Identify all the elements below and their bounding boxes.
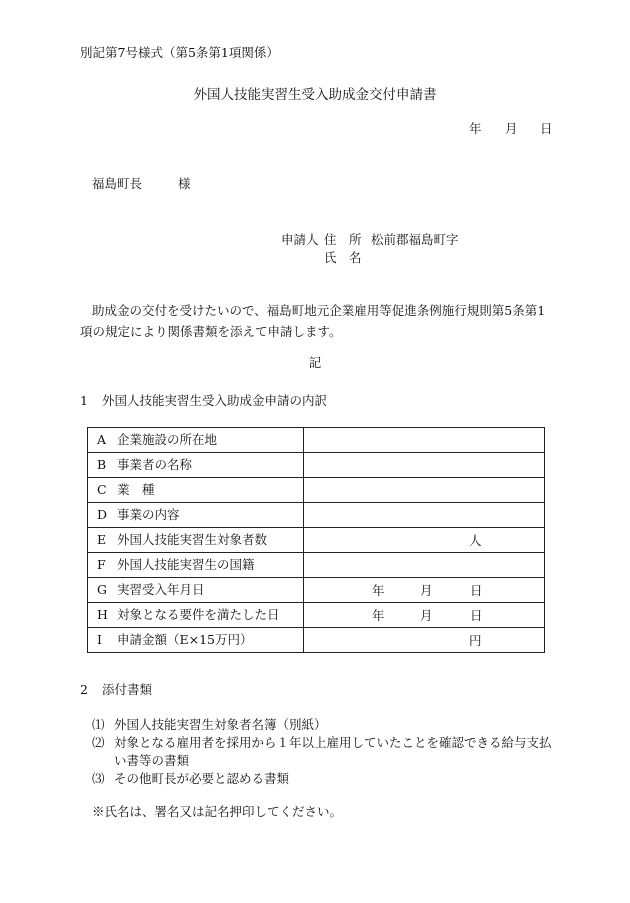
row-label-cell: [88, 628, 304, 653]
date-day: 日: [540, 121, 553, 136]
addressee-name: 福島町長: [92, 176, 143, 191]
document-title: 外国人技能実習生受入助成金交付申請書: [193, 87, 437, 103]
row-label-cell: [88, 528, 304, 553]
attachment-list: [92, 716, 552, 788]
row-letter: F: [97, 556, 106, 572]
date-month-label: 月: [420, 583, 433, 598]
row-value-cell[interactable]: [304, 478, 545, 503]
section-1-number: 1: [80, 393, 88, 408]
table-row: [88, 553, 545, 578]
row-letter: D: [97, 506, 108, 522]
ki-heading: 記: [308, 355, 322, 370]
breakdown-table: [87, 427, 545, 653]
date-year-label: 年: [372, 608, 385, 623]
row-label-cell: [88, 553, 304, 578]
row-label-cell: [88, 428, 304, 453]
row-label: 申請金額（E×15万円）: [117, 631, 253, 647]
section-1-title: 外国人技能実習生受入助成金申請の内訳: [102, 393, 328, 408]
date-month-label: 月: [420, 608, 433, 623]
applicant-label: 申請人: [281, 232, 319, 247]
row-label-cell: [88, 453, 304, 478]
table-row: [88, 578, 545, 603]
table-row: [88, 603, 545, 628]
date-year: 年: [469, 121, 482, 136]
row-letter: C: [97, 481, 107, 497]
row-label-cell: [88, 478, 304, 503]
row-value-cell[interactable]: [304, 428, 545, 453]
date-day-label: 日: [470, 608, 483, 623]
row-letter: G: [97, 581, 107, 597]
list-marker: ⑴: [92, 717, 105, 732]
list-item: [92, 734, 552, 770]
table-row: [88, 628, 545, 653]
row-letter: H: [97, 606, 108, 622]
row-label-cell: [88, 503, 304, 528]
row-label: 事業者の名称: [117, 456, 193, 472]
row-label-cell: [88, 603, 304, 628]
date-year-label: 年: [372, 583, 385, 598]
date-day-label: 日: [470, 583, 483, 598]
row-letter: E: [97, 531, 107, 547]
row-label: 事業の内容: [117, 506, 180, 522]
row-label-cell: [88, 578, 304, 603]
row-label: 業 種: [117, 481, 155, 497]
row-letter: I: [97, 631, 102, 647]
row-label: 実習受入年月日: [117, 581, 205, 597]
list-text: その他町長が必要と認める書類: [114, 771, 290, 786]
row-label: 外国人技能実習生対象者数: [117, 531, 268, 547]
row-value-cell[interactable]: [304, 503, 545, 528]
form-reference: 別記第7号様式（第5条第1項関係）: [80, 45, 279, 60]
table-row: [88, 478, 545, 503]
section-2-title: 添付書類: [102, 682, 153, 697]
name-label: 氏 名: [324, 250, 362, 265]
table-row: [88, 428, 545, 453]
list-marker: ⑶: [92, 771, 105, 786]
addressee: [92, 176, 191, 191]
row-value-cell[interactable]: [304, 528, 545, 553]
list-item: [92, 716, 552, 734]
list-text: 対象となる雇用者を採用から１年以上雇用していたことを確認できる給与支払い書等の書類: [114, 735, 552, 768]
date-month: 月: [505, 121, 518, 136]
row-label: 外国人技能実習生の国籍: [117, 556, 255, 572]
table-row: [88, 528, 545, 553]
row-letter: B: [97, 456, 107, 472]
addressee-honorific: 様: [178, 176, 191, 191]
section-2-number: 2: [80, 682, 88, 697]
row-value-cell[interactable]: [304, 553, 545, 578]
row-label: 対象となる要件を満たした日: [117, 606, 280, 622]
row-value-cell[interactable]: [304, 603, 545, 628]
row-value-cell[interactable]: [304, 578, 545, 603]
table-row: [88, 453, 545, 478]
row-value-cell[interactable]: [304, 628, 545, 653]
address-label: 住 所: [324, 232, 362, 247]
row-value-cell[interactable]: [304, 453, 545, 478]
address-value: 松前郡福島町字: [371, 232, 459, 247]
row-unit: 円: [469, 633, 482, 648]
list-marker: ⑵: [92, 735, 105, 750]
list-text: 外国人技能実習生対象者名簿（別紙）: [114, 717, 327, 732]
signature-note: ※氏名は、署名又は記名押印してください。: [92, 804, 343, 819]
table-row: [88, 503, 545, 528]
row-unit: 人: [469, 533, 482, 548]
list-item: [92, 770, 552, 788]
row-letter: A: [97, 431, 107, 447]
row-label: 企業施設の所在地: [117, 431, 218, 447]
request-statement: 助成金の交付を受けたいので、福島町地元企業雇用等促進条例施行規則第5条第1項の規定により関係書類を添えて申請します。: [80, 303, 546, 339]
